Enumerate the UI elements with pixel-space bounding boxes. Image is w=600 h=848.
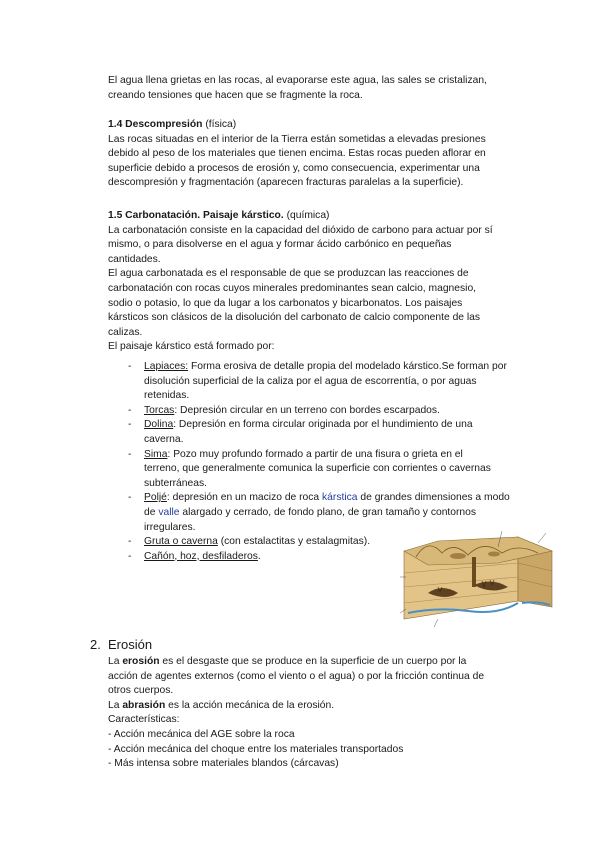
section-1-5-heading bbox=[108, 209, 528, 224]
section-1-5-line: El paisaje kárstico está formado por: bbox=[108, 341, 275, 353]
list-dash: - bbox=[128, 361, 132, 372]
polje-line: irregulares. bbox=[144, 521, 196, 533]
term-erosion: erosión bbox=[122, 656, 160, 667]
intro-paragraph bbox=[108, 74, 528, 103]
lapiaces-line: retenidas. bbox=[144, 390, 190, 402]
sima-line: terreno, que generalmente comunica la superficie con corrientes o cavernas bbox=[144, 463, 491, 475]
section-1-4-line: debido al peso de los materiales que tienen encima. Estas rocas pueden aflorar en bbox=[108, 148, 486, 160]
section-1-5-line: kársticos son clásicos de la disolución del carbonato de calcio componente de las bbox=[108, 312, 481, 324]
section-2-line: - Más intensa sobre materiales blandos (cárcavas) bbox=[108, 758, 339, 770]
section-1-5-line: La carbonatación consiste en la capacidad del dióxido de carbono para actuar por sí bbox=[108, 224, 493, 236]
list-dash: - bbox=[128, 536, 132, 548]
section-2-line bbox=[108, 699, 528, 714]
intro-line: creando tensiones que hacen que se fragmente la roca. bbox=[108, 89, 363, 101]
section-2-body bbox=[108, 655, 528, 772]
text-run: es el desgaste que se produce en la superficie de un cuerpo por la bbox=[159, 656, 467, 667]
term-polje: Poljé bbox=[144, 492, 167, 504]
torcas-line: : Depresión circular en un terreno con bordes escarpados. bbox=[174, 404, 440, 416]
list-item-dolina bbox=[128, 418, 528, 447]
section-1-5-qualifier: (química) bbox=[286, 210, 330, 221]
term-gruta: Gruta o caverna bbox=[144, 536, 218, 548]
section-1-4-title: 1.4 Descompresión bbox=[108, 119, 203, 130]
section-2-line bbox=[108, 655, 528, 670]
karst-landscape-diagram-icon bbox=[398, 523, 558, 631]
sima-line: : Pozo muy profundo formado a partir de una fisura o grieta en el bbox=[167, 448, 463, 460]
term-lapiaces: Lapiaces: bbox=[144, 361, 189, 372]
section-1-4-heading bbox=[108, 118, 528, 133]
text-run: La bbox=[108, 699, 123, 711]
list-item-lapiaces bbox=[128, 360, 528, 404]
section-2-line: Características: bbox=[108, 714, 180, 726]
section-1-5-line: cantidades. bbox=[108, 253, 161, 265]
lapiaces-line: disolución superficial de la caliza por el agua de escorrentía, o por aguas bbox=[144, 375, 477, 387]
section-2-number: 2. bbox=[90, 637, 101, 652]
section-1-4-qualifier: (física) bbox=[205, 119, 237, 130]
section-2-heading bbox=[90, 637, 152, 653]
gruta-line: (con estalactitas y estalagmitas). bbox=[217, 536, 371, 548]
section-2-line: acción de agentes externos (como el viento o el agua) o por la fricción continua de bbox=[108, 670, 485, 682]
polje-line: de bbox=[144, 506, 159, 518]
link-valle[interactable]: valle bbox=[158, 506, 180, 518]
section-1-5-line: carbonatación con rocas cuyos minerales predominantes sean calcio, magnesio, bbox=[108, 282, 477, 294]
polje-line: de grandes dimensiones a modo bbox=[357, 492, 510, 504]
section-1-5-line: calizas. bbox=[108, 326, 143, 338]
list-dash: - bbox=[128, 419, 132, 431]
section-2-title: Erosión bbox=[108, 637, 153, 652]
section-1-5-line: sodio o potasio, lo que da lugar a los carbonatos y bicarbonatos. Los paisajes bbox=[108, 297, 463, 309]
section-1-5-line: El agua carbonatada es el responsable de que se produzcan las reacciones de bbox=[108, 268, 469, 280]
dolina-line: : Depresión en forma circular originada por el hundimiento de una bbox=[173, 419, 473, 431]
polje-line: : depresión en un macizo de roca bbox=[166, 492, 323, 504]
link-karstica[interactable]: kárstica bbox=[322, 492, 358, 504]
text-run: es la acción mecánica de la erosión. bbox=[165, 699, 335, 711]
section-1-5 bbox=[108, 209, 528, 355]
section-2-line: otros cuerpos. bbox=[108, 685, 174, 697]
term-sima: Sima bbox=[144, 448, 168, 460]
polje-line: alargado y cerrado, de fondo plano, de gran tamaño y contornos bbox=[179, 506, 477, 518]
section-1-4 bbox=[108, 118, 528, 191]
list-dash: - bbox=[128, 550, 132, 562]
section-1-4-line: Las rocas situadas en el interior de la Tierra están sometidas a elevadas presiones bbox=[108, 133, 486, 145]
term-abrasion: abrasión bbox=[122, 699, 166, 711]
karst-diagram-svg bbox=[398, 523, 558, 631]
term-dolina: Dolina bbox=[144, 419, 174, 431]
lapiaces-line: Forma erosiva de detalle propia del modelado kárstico.Se forman por bbox=[188, 361, 507, 372]
term-canon: Cañón, hoz, desfiladeros bbox=[144, 550, 258, 562]
text-run: La bbox=[108, 656, 123, 667]
list-dash: - bbox=[128, 492, 132, 504]
section-1-4-line: superficie debido a procesos de erosión y, como consecuencia, experimentar una bbox=[108, 162, 480, 174]
section-1-5-title: 1.5 Carbonatación. Paisaje kárstico. bbox=[108, 210, 284, 221]
list-item-torcas bbox=[128, 404, 528, 419]
canon-line: . bbox=[257, 550, 261, 562]
section-2-line: - Acción mecánica del AGE sobre la roca bbox=[108, 728, 295, 740]
list-dash: - bbox=[128, 448, 132, 460]
section-1-5-line: mismo, o para disolverse en el agua y formar ácido carbónico en pequeñas bbox=[108, 239, 452, 251]
section-2-line: - Acción mecánica del choque entre los materiales transportados bbox=[108, 743, 404, 755]
term-torcas: Torcas bbox=[144, 404, 175, 416]
intro-line: El agua llena grietas en las rocas, al evaporarse este agua, las sales se cristalizan, bbox=[108, 75, 487, 86]
list-dash: - bbox=[128, 404, 132, 416]
sima-line: subterráneas. bbox=[144, 477, 207, 489]
section-1-4-line: descompresión y fragmentación (aparecen fracturas paralelas a la superficie). bbox=[108, 177, 464, 189]
dolina-line: caverna. bbox=[144, 433, 184, 445]
list-item-sima bbox=[128, 448, 528, 492]
